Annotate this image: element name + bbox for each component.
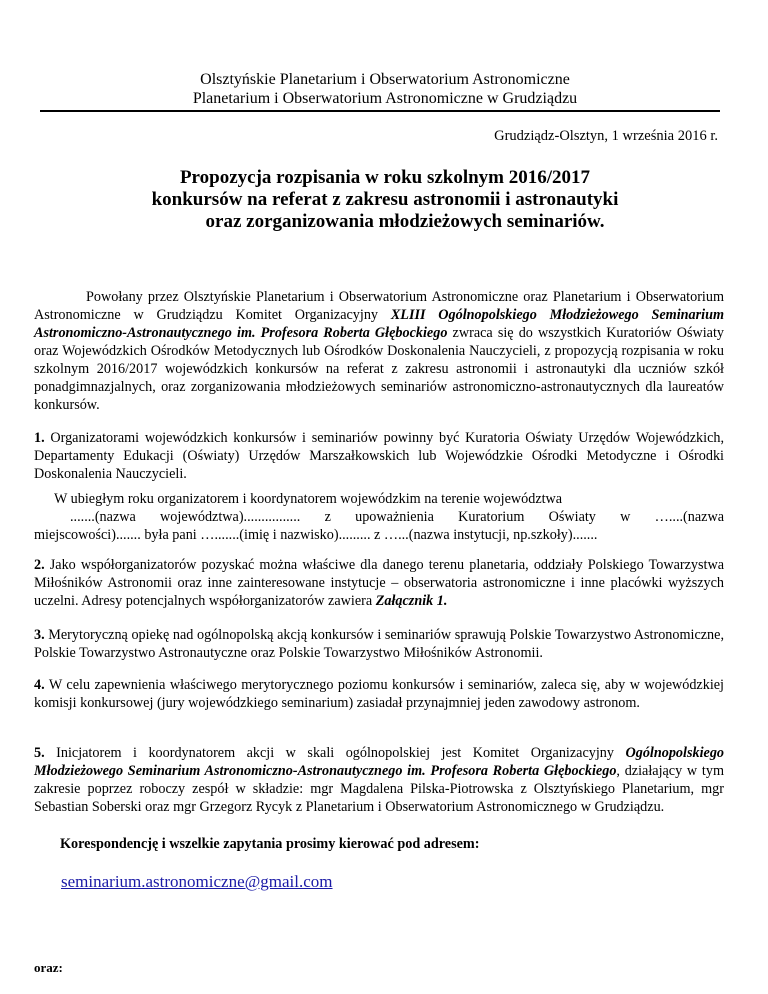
item-text: Merytoryczną opiekę nad ogólnopolską akcją konkursów i seminariów sprawują Polskie Towarzystwo Astronomiczne, Polskie Towarzystwo Astronautyczne oraz Polskie Towarzystwo Miłośników Astronomii.	[34, 627, 724, 661]
intro-part-1: Powołany przez Olsztyńskie Planetarium i Obserwatorium Astronomiczne oraz Planetarium i Obserwatorium Astronomiczne w Grudziądzu Komitet Organizacyjny	[34, 289, 724, 323]
title-line-2: konkursów na referat z zakresu astronomii i astronautyki	[151, 189, 619, 210]
oraz-label: oraz:	[34, 960, 63, 975]
item-number: 5.	[34, 745, 45, 761]
email-link[interactable]: seminarium.astronomiczne@gmail.com	[61, 872, 333, 891]
item-emphasis: Ogólnopolskiego Młodzieżowego Seminarium Astronomiczno-Astronautycznego im. Profesora Roberta Głębockiego	[34, 745, 725, 779]
list-item-4	[34, 676, 724, 712]
item-number: 4.	[34, 677, 45, 693]
list-item-1	[34, 429, 724, 483]
note-line-2: .......(nazwa województwa)................ z upoważnienia Kuratorium Oświaty w …....(nazwa	[70, 509, 724, 525]
intro-emphasis: XLIII Ogólnopolskiego Młodzieżowego Seminarium Astronomiczno-Astronautycznego im. Profesora Roberta Głębockiego	[34, 307, 725, 341]
note-line-3: miejscowości)....... była pani ….......(imię i nazwisko)......... z …...(nazwa instytucji, np.szkoły).......	[34, 527, 598, 543]
item-text: Inicjatorem i koordynatorem akcji w skali ogólnopolskiej jest Komitet Organizacyjny	[56, 745, 614, 761]
item-emphasis: Załącznik 1.	[375, 593, 448, 609]
intro-paragraph	[34, 288, 724, 414]
document-title	[40, 167, 730, 233]
title-line-3: oraz zorganizowania młodzieżowych seminariów.	[205, 211, 605, 232]
correspondence-label: Korespondencję i wszelkie zapytania prosimy kierować pod adresem:	[60, 836, 480, 852]
list-item-5	[34, 744, 724, 816]
header-line-1: Olsztyńskie Planetarium i Obserwatorium Astronomiczne	[200, 71, 570, 88]
list-item-2	[34, 556, 724, 610]
document-date: Grudziądz-Olsztyn, 1 września 2016 r.	[494, 128, 718, 144]
intro-part-3: zwraca się do wszystkich Kuratoriów Oświaty oraz Wojewódzkich Ośrodków Metodycznych lub Ośrodków Doskonalenia Nauczycieli, z propozycją rozpisania w roku szkolnym 2016/2017 wojewódzkich konkursów na referat z zakresu astronomii i astronautyki dla uczniów szkół ponadgimnazjalnych, oraz zorganizowania młodzieżowych seminariów astronomiczno-astronautycznych dla laureatów konkursów.	[34, 325, 724, 413]
header-line-2: Planetarium i Obserwatorium Astronomiczne w Grudziądzu	[192, 90, 578, 107]
header-divider	[40, 110, 720, 112]
list-item-3	[34, 626, 724, 662]
note-line-1: W ubiegłym roku organizatorem i koordynatorem wojewódzkim na terenie województwa	[54, 491, 563, 507]
item-text: Jako współorganizatorów pozyskać można właściwe dla danego terenu planetaria, oddziały Polskiego Towarzystwa Miłośników Astronomii oraz inne zainteresowane instytucje – obserwatoria astronomiczne i inne placówki wyższych uczelni. Adresy potencjalnych współorganizatorów zawiera	[34, 557, 725, 609]
item-text: W celu zapewnienia właściwego merytorycznego poziomu konkursów i seminariów, zaleca się, aby w wojewódzkiej komisji konkursowej (jury wojewódzkiego seminarium) zasiadał przynajmniej jeden zawodowy astronom.	[34, 677, 724, 711]
item-text-continued: , działający w tym zakresie poprzez roboczy zespół w składzie: mgr Magdalena Pilska-Piotrowska z Olsztyńskiego Planetarium, mgr Sebastian Soberski oraz mgr Grzegorz Rycyk z Planetarium i Obserwatorium Astronomicznego w Grudziądzu.	[34, 763, 724, 815]
item-text: Organizatorami wojewódzkich konkursów i seminariów powinny być Kuratoria Oświaty Urzędów Wojewódzkich, Departamenty Edukacji (Oświaty) Urzędów Marszałkowskich lub Wojewódzkie Ośrodki Metodyczne i Ośrodki Doskonalenia Nauczycieli.	[34, 430, 725, 482]
item-number: 1.	[34, 430, 45, 446]
item-number: 3.	[34, 627, 45, 643]
item-number: 2.	[34, 557, 45, 573]
previous-year-note	[34, 490, 724, 544]
title-line-1: Propozycja rozpisania w roku szkolnym 2016/2017	[179, 167, 591, 188]
